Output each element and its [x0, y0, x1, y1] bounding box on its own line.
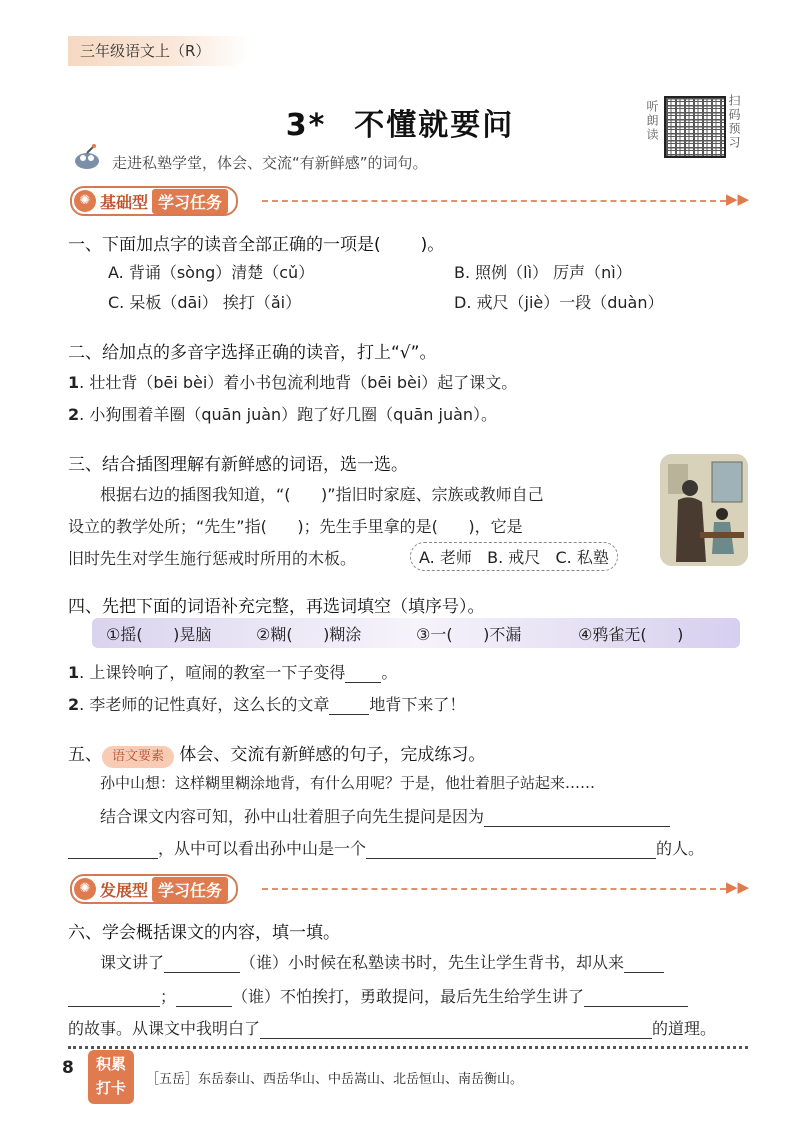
- q5-line-2: ，从中可以看出孙中山是一个 的人。: [68, 836, 704, 859]
- classroom-illustration: [660, 454, 748, 566]
- answer-blank[interactable]: [624, 954, 664, 973]
- chapter-tab: 三年级语文上（R）: [68, 36, 250, 66]
- lesson-name: 不懂就要问: [354, 108, 515, 143]
- q3-line-3: 旧时先生对学生施行惩戒时所用的木板。: [68, 549, 357, 568]
- answer-blank[interactable]: [176, 988, 232, 1007]
- footer-divider: [68, 1046, 748, 1049]
- q2-item-2: 2. 小狗围着羊圈（quān juàn）跑了好几圈（quān juàn）。: [68, 405, 498, 424]
- q6-line-2: ； （谁）不怕挨打，勇敢提问，最后先生给学生讲了: [68, 984, 688, 1007]
- q4-word-1: ①摇( )晃脑: [106, 625, 212, 644]
- q1-stem: 一、下面加点字的读音全部正确的一项是( )。: [68, 235, 445, 255]
- qr-right-label: 扫码预习: [727, 94, 741, 150]
- q3-options: A. 老师 B. 戒尺 C. 私塾: [410, 542, 618, 571]
- robot-icon: [72, 144, 102, 172]
- q3-line-1: 根据右边的插图我知道，“( )”指旧时家庭、宗族或教师自己: [100, 485, 544, 504]
- lesson-number: 3*: [285, 108, 327, 143]
- answer-blank[interactable]: [345, 664, 381, 683]
- answer-blank[interactable]: [68, 840, 158, 859]
- answer-blank[interactable]: [260, 1020, 652, 1039]
- q2-item-1: 1. 壮壮背（bēi bèi）着小书包流利地背（bēi bèi）起了课文。: [68, 373, 518, 392]
- answer-blank[interactable]: [329, 696, 369, 715]
- q3-stem: 三、结合插图理解有新鲜感的词语，选一选。: [68, 455, 408, 475]
- double-arrow-icon: ▶▶: [726, 190, 750, 208]
- answer-blank[interactable]: [366, 840, 656, 859]
- q1-option-a: A. 背诵（sòng）清楚（cǔ）: [108, 263, 315, 282]
- q5-stem: 五、 语文要素 体会、交流有新鲜感的句子，完成练习。: [68, 740, 485, 768]
- q4-item-2: 2. 李老师的记性真好，这么长的文章 地背下来了！: [68, 695, 466, 714]
- answer-blank[interactable]: [484, 808, 670, 827]
- banner-divider: [262, 200, 726, 202]
- qr-code[interactable]: [664, 96, 726, 158]
- answer-blank[interactable]: [584, 988, 688, 1007]
- banner-divider: [262, 888, 726, 890]
- q6-stem: 六、学会概括课文的内容，填一填。: [68, 923, 340, 943]
- q2-stem: 二、给加点的多音字选择正确的读音，打上“√”。: [68, 343, 437, 363]
- q1-option-b: B. 照例（lì） 厉声（nì）: [454, 263, 632, 282]
- q4-stem: 四、先把下面的词语补充完整，再选词填空（填序号）。: [68, 597, 485, 617]
- accumulate-stamp: 积累 打卡: [88, 1050, 134, 1104]
- q5-line-1: 结合课文内容可知，孙中山壮着胆子向先生提问是因为: [100, 804, 670, 827]
- q1-option-d: D. 戒尺（jiè）一段（duàn）: [454, 293, 664, 312]
- answer-blank[interactable]: [68, 988, 160, 1007]
- page-number: 8: [62, 1058, 74, 1078]
- q6-line-3: 的故事。从课文中我明白了 的道理。: [68, 1019, 717, 1038]
- double-arrow-icon: ▶▶: [726, 878, 750, 896]
- qr-left-label: 听朗读: [645, 100, 659, 142]
- q4-word-2: ②糊( )糊涂: [256, 625, 362, 644]
- footer-note: ［五岳］东岳泰山、西岳华山、中岳嵩山、北岳恒山、南岳衡山。: [146, 1072, 524, 1087]
- basic-task-banner: ✺ 基础型 学习任务: [70, 186, 238, 214]
- q6-line-1: 课文讲了 （谁）小时候在私塾读书时，先生让学生背书，却从来: [100, 950, 664, 973]
- q4-word-3: ③一( )不漏: [416, 625, 522, 644]
- development-task-banner: ✺ 发展型 学习任务: [70, 874, 238, 902]
- q5-quote: 孙中山想：这样糊里糊涂地背，有什么用呢？于是，他壮着胆子站起来……: [100, 774, 596, 792]
- q1-option-c: C. 呆板（dāi） 挨打（ǎi）: [108, 293, 302, 312]
- lightbulb-icon: ✺: [74, 878, 96, 900]
- language-element-tag: 语文要素: [102, 746, 174, 768]
- q4-word-4: ④鸦雀无( ): [578, 625, 684, 644]
- lesson-subtitle: 走进私塾学堂，体会、交流“有新鲜感”的词句。: [112, 154, 428, 172]
- q4-item-1: 1. 上课铃响了，喧闹的教室一下子变得 。: [68, 663, 398, 682]
- answer-blank[interactable]: [164, 954, 240, 973]
- q3-line-2: 设立的教学处所；“先生”指( )；先生手里拿的是( )，它是: [68, 517, 523, 536]
- lightbulb-icon: ✺: [74, 190, 96, 212]
